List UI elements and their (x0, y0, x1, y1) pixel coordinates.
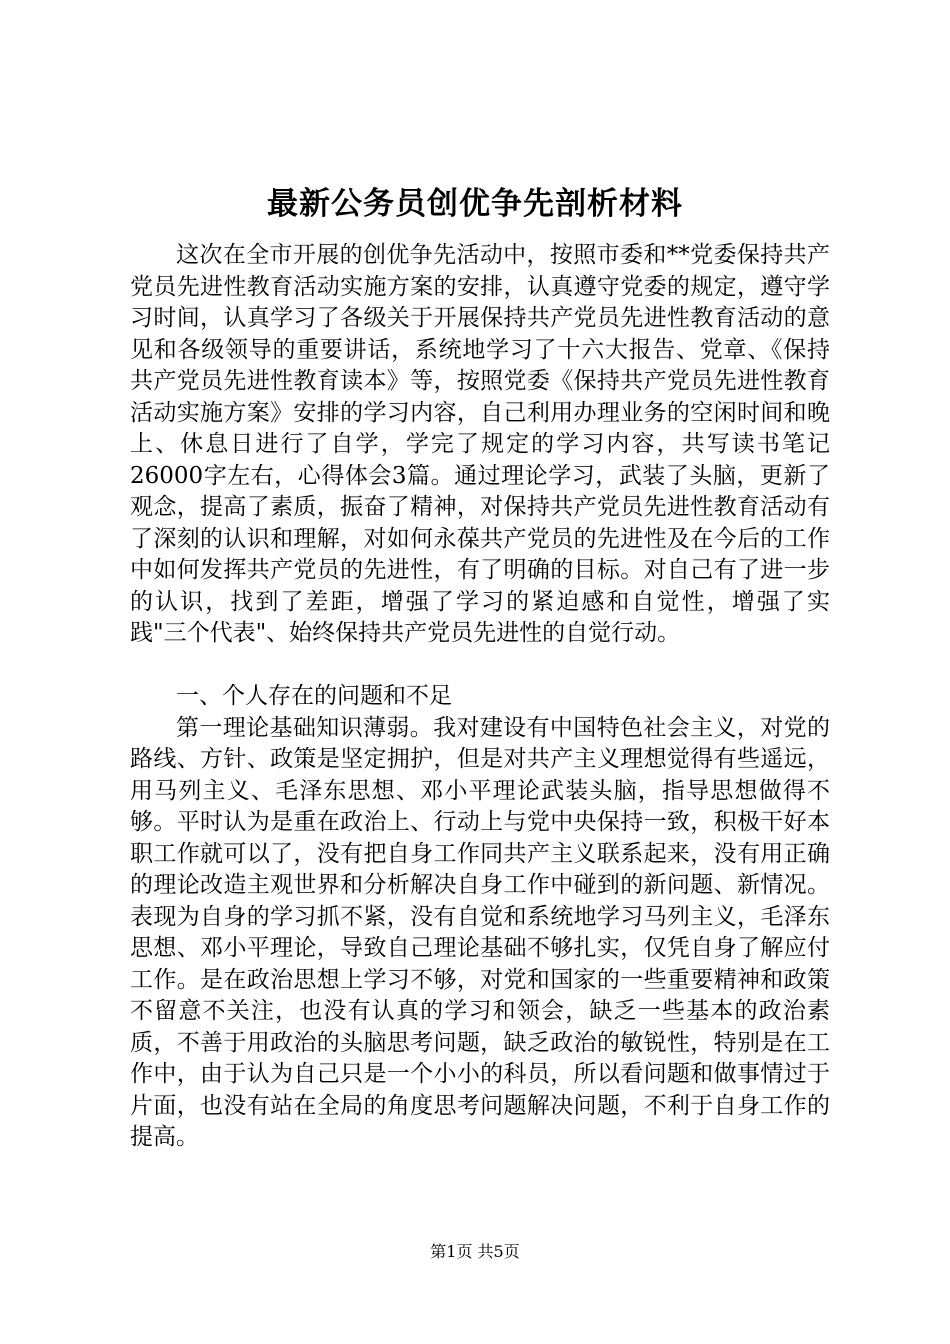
intro-paragraph: 这次在全市开展的创优争先活动中，按照市委和**党委保持共产党员先进性教育活动实施方案的安排，认真遵守党委的规定，遵守学习时间，认真学习了各级关于开展保持共产党员先进性教育活动的意见和各级领导的重要讲话，系统地学习了十六大报告、党章、《保持共产党员先进性教育读本》等，按照党委《保持共产党员先进性教育活动实施方案》安排的学习内容，自己利用办理业务的空闲时间和晚上、休息日进行了自学，学完了规定的学习内容，共写读书笔记26000字左右，心得体会3篇。通过理论学习，武装了头脑，更新了观念，提高了素质，振奋了精神，对保持共产党员先进性教育活动有了深刻的认识和理解，对如何永葆共产党员的先进性及在今后的工作中如何发挥共产党员的先进性，有了明确的目标。对自己有了进一步的认识，找到了差距，增强了学习的紧迫感和自觉性，增强了实践"三个代表"、始终保持共产党员先进性的自觉行动。 (130, 242, 830, 646)
document-title: 最新公务员创优争先剖析材料 (267, 186, 683, 222)
body-paragraph: 第一理论基础知识薄弱。我对建设有中国特色社会主义，对党的路线、方针、政策是坚定拥护，但是对共产主义理想觉得有些遥远，用马列主义、毛泽东思想、邓小平理论武装头脑，指导思想做得不够。平时认为是重在政治上、行动上与党中央保持一致，积极干好本职工作就可以了，没有把自身工作同共产主义联系起来，没有用正确的理论改造主观世界和分析解决自身工作中碰到的新问题、新情况。表现为自身的学习抓不紧，没有自觉和系统地学习马列主义，毛泽东思想、邓小平理论，导致自己理论基础不够扎实，仅凭自身了解应付工作。是在政治思想上学习不够，对党和国家的一些重要精神和政策不留意不关注，也没有认真的学习和领会，缺乏一些基本的政治素质，不善于用政治的头脑思考问题，缺乏政治的敏锐性，特别是在工作中，由于认为自己只是一个小小的科员，所以看问题和做事情过于片面，也没有站在全局的角度思考问题解决问题，不利于自身工作的提高。 (130, 714, 830, 1150)
section-heading: 一、个人存在的问题和不足 (176, 683, 452, 709)
document-body (130, 240, 830, 1154)
paragraph-spacer (130, 650, 830, 682)
page-footer: 第1页 共5页 (430, 1242, 520, 1261)
